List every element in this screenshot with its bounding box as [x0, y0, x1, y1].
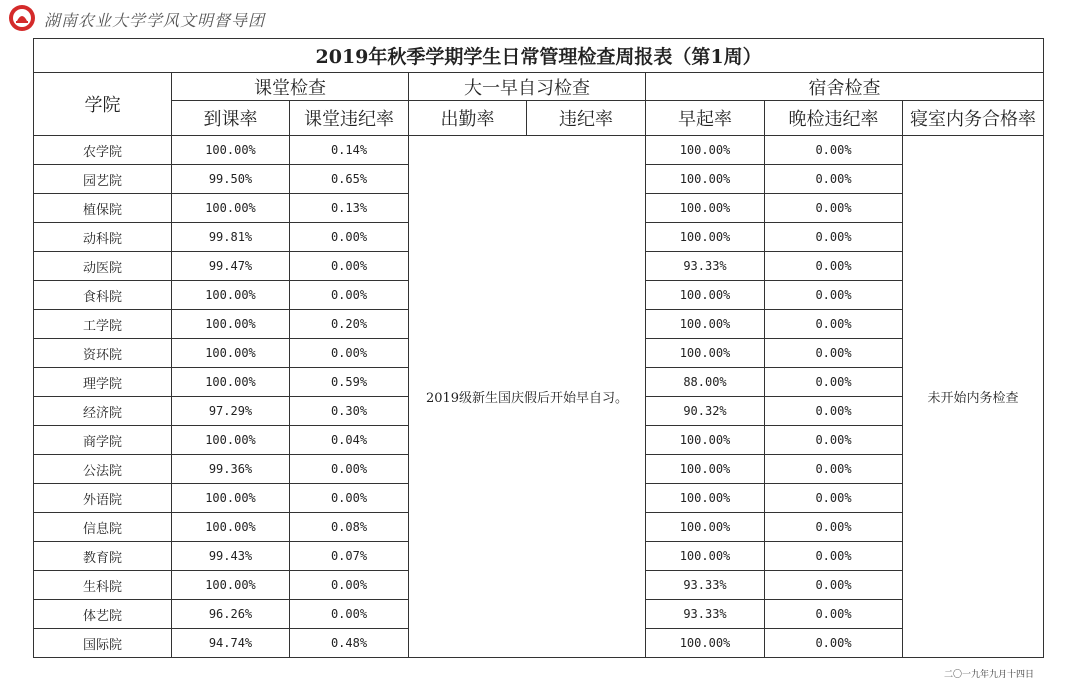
early-rise-rate-cell: 100.00% — [646, 310, 765, 339]
class-violation-rate-cell: 0.00% — [290, 339, 409, 368]
morning-attendance-header: 出勤率 — [409, 101, 527, 136]
college-cell: 资环院 — [34, 339, 172, 368]
attendance-rate-cell: 100.00% — [172, 339, 290, 368]
attendance-rate-cell: 99.36% — [172, 455, 290, 484]
night-violation-rate-cell: 0.00% — [765, 223, 903, 252]
early-rise-rate-cell: 100.00% — [646, 455, 765, 484]
early-rise-rate-header: 早起率 — [646, 101, 765, 136]
early-rise-rate-cell: 100.00% — [646, 165, 765, 194]
college-cell: 园艺院 — [34, 165, 172, 194]
class-violation-rate-cell: 0.08% — [290, 513, 409, 542]
night-violation-rate-cell: 0.00% — [765, 194, 903, 223]
college-cell: 动医院 — [34, 252, 172, 281]
early-rise-rate-cell: 93.33% — [646, 571, 765, 600]
attendance-rate-cell: 99.81% — [172, 223, 290, 252]
college-column-header: 学院 — [34, 73, 172, 136]
night-violation-rate-header: 晚检违纪率 — [765, 101, 903, 136]
attendance-rate-cell: 100.00% — [172, 368, 290, 397]
class-violation-rate-cell: 0.00% — [290, 223, 409, 252]
attendance-rate-cell: 100.00% — [172, 310, 290, 339]
report-date: 二〇一九年九月十四日 — [944, 670, 1035, 680]
night-violation-rate-cell: 0.00% — [765, 513, 903, 542]
early-rise-rate-cell: 88.00% — [646, 368, 765, 397]
night-violation-rate-cell: 0.00% — [765, 165, 903, 194]
night-violation-rate-cell: 0.00% — [765, 397, 903, 426]
weekly-report-table — [33, 38, 1044, 658]
attendance-rate-cell: 100.00% — [172, 194, 290, 223]
attendance-rate-cell: 99.50% — [172, 165, 290, 194]
class-violation-rate-cell: 0.20% — [290, 310, 409, 339]
early-rise-rate-cell: 100.00% — [646, 542, 765, 571]
college-cell: 农学院 — [34, 136, 172, 165]
university-logo-icon — [8, 4, 36, 32]
early-rise-rate-cell: 100.00% — [646, 484, 765, 513]
class-violation-rate-cell: 0.48% — [290, 629, 409, 658]
dorm-inspection-note: 未开始内务检查 — [903, 136, 1044, 658]
early-rise-rate-cell: 100.00% — [646, 194, 765, 223]
early-rise-rate-cell: 93.33% — [646, 252, 765, 281]
class-violation-rate-cell: 0.00% — [290, 600, 409, 629]
attendance-rate-cell: 97.29% — [172, 397, 290, 426]
college-cell: 国际院 — [34, 629, 172, 658]
class-violation-rate-cell: 0.00% — [290, 484, 409, 513]
class-violation-rate-cell: 0.04% — [290, 426, 409, 455]
early-rise-rate-cell: 93.33% — [646, 600, 765, 629]
night-violation-rate-cell: 0.00% — [765, 600, 903, 629]
college-cell: 经济院 — [34, 397, 172, 426]
college-cell: 植保院 — [34, 194, 172, 223]
night-violation-rate-cell: 0.00% — [765, 571, 903, 600]
night-violation-rate-cell: 0.00% — [765, 339, 903, 368]
night-violation-rate-cell: 0.00% — [765, 455, 903, 484]
college-cell: 工学院 — [34, 310, 172, 339]
attendance-rate-cell: 100.00% — [172, 484, 290, 513]
college-cell: 信息院 — [34, 513, 172, 542]
night-violation-rate-cell: 0.00% — [765, 281, 903, 310]
organization-name: 湖南农业大学学风文明督导团 — [44, 11, 266, 30]
college-cell: 动科院 — [34, 223, 172, 252]
attendance-rate-cell: 99.47% — [172, 252, 290, 281]
early-rise-rate-cell: 90.32% — [646, 397, 765, 426]
night-violation-rate-cell: 0.00% — [765, 310, 903, 339]
table-row — [34, 136, 1044, 165]
report-title: 2019年秋季学期学生日常管理检查周报表（第1周） — [34, 39, 1044, 73]
night-violation-rate-cell: 0.00% — [765, 542, 903, 571]
early-rise-rate-cell: 100.00% — [646, 513, 765, 542]
attendance-rate-cell: 100.00% — [172, 513, 290, 542]
attendance-rate-cell: 96.26% — [172, 600, 290, 629]
night-violation-rate-cell: 0.00% — [765, 252, 903, 281]
college-cell: 食科院 — [34, 281, 172, 310]
class-violation-rate-cell: 0.13% — [290, 194, 409, 223]
night-violation-rate-cell: 0.00% — [765, 368, 903, 397]
early-rise-rate-cell: 100.00% — [646, 629, 765, 658]
dorm-check-group-header: 宿舍检查 — [646, 73, 1044, 101]
class-violation-rate-cell: 0.00% — [290, 571, 409, 600]
early-rise-rate-cell: 100.00% — [646, 426, 765, 455]
college-cell: 生科院 — [34, 571, 172, 600]
morning-violation-header: 违纪率 — [527, 101, 646, 136]
early-rise-rate-cell: 100.00% — [646, 281, 765, 310]
class-violation-rate-cell: 0.59% — [290, 368, 409, 397]
attendance-rate-cell: 100.00% — [172, 136, 290, 165]
attendance-rate-cell: 99.43% — [172, 542, 290, 571]
attendance-rate-cell: 100.00% — [172, 281, 290, 310]
attendance-rate-cell: 94.74% — [172, 629, 290, 658]
college-cell: 商学院 — [34, 426, 172, 455]
night-violation-rate-cell: 0.00% — [765, 136, 903, 165]
dorm-pass-rate-header: 寝室内务合格率 — [903, 101, 1044, 136]
college-cell: 公法院 — [34, 455, 172, 484]
early-rise-rate-cell: 100.00% — [646, 136, 765, 165]
class-violation-rate-cell: 0.30% — [290, 397, 409, 426]
night-violation-rate-cell: 0.00% — [765, 426, 903, 455]
page-header — [0, 0, 1080, 36]
early-rise-rate-cell: 100.00% — [646, 223, 765, 252]
college-cell: 理学院 — [34, 368, 172, 397]
night-violation-rate-cell: 0.00% — [765, 484, 903, 513]
class-violation-rate-cell: 0.07% — [290, 542, 409, 571]
classroom-check-group-header: 课堂检查 — [172, 73, 409, 101]
attendance-rate-header: 到课率 — [172, 101, 290, 136]
morning-study-check-group-header: 大一早自习检查 — [409, 73, 646, 101]
morning-study-note: 2019级新生国庆假后开始早自习。 — [409, 136, 646, 658]
class-violation-rate-cell: 0.00% — [290, 455, 409, 484]
college-cell: 外语院 — [34, 484, 172, 513]
attendance-rate-cell: 100.00% — [172, 571, 290, 600]
college-cell: 教育院 — [34, 542, 172, 571]
class-violation-rate-cell: 0.65% — [290, 165, 409, 194]
night-violation-rate-cell: 0.00% — [765, 629, 903, 658]
class-violation-rate-cell: 0.14% — [290, 136, 409, 165]
early-rise-rate-cell: 100.00% — [646, 339, 765, 368]
class-violation-rate-cell: 0.00% — [290, 281, 409, 310]
attendance-rate-cell: 100.00% — [172, 426, 290, 455]
college-cell: 体艺院 — [34, 600, 172, 629]
class-violation-rate-header: 课堂违纪率 — [290, 101, 409, 136]
class-violation-rate-cell: 0.00% — [290, 252, 409, 281]
